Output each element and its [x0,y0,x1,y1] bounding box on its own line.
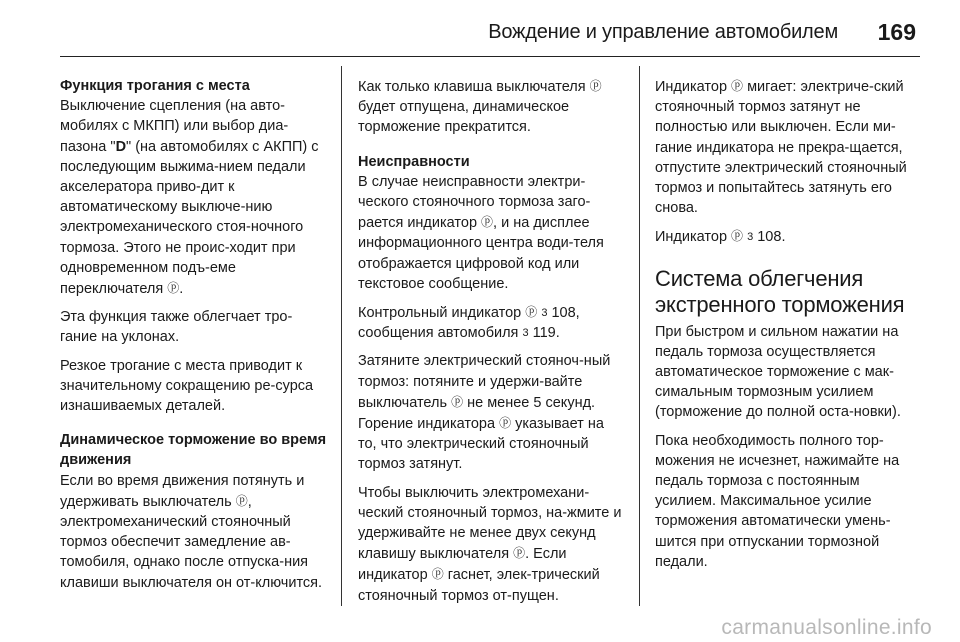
paragraph: Выключение сцепления (на авто-мобилях с МКПП) или выбор диа-пазона "D" (на автомобилях с АКПП) с последующим выжима-нием педали акселератора приво-дит к автоматическому выключе-нию электромеханического стоя-ночного тормоза. Этого не проис-ходит при одновременном подъ-еме переключателя ⓟ. [60,98,319,298]
parking-brake-icon: ⓟ [431,567,444,582]
paragraph: Затяните электрический стояноч-ный тормоз: потяните и удержи-вайте выключатель ⓟ не менее 5 секунд. Горение индикатора ⓟ указывает на то, что электрический стояночный тормоз затянут. [358,353,611,473]
paragraph: В случае неисправности электри-ческого стояночного тормоза заго-рается индикатор ⓟ, и на дисплее информационного центра води-теля отображается цифровой код или текстовое сообщение. [358,173,604,292]
warning-indicator-icon: ⓟ [481,215,494,230]
parking-brake-icon: ⓟ [731,229,744,244]
watermark: carmanualsonline.info [721,616,932,639]
paragraph: Если во время движения потянуть и удерживать выключатель ⓟ, электромеханический стояночный тормоз обеспечит замедление ав-томобиля, однако после отпуска-ния клавиши выключателя он от-ключится. [60,472,323,591]
paragraph: Чтобы выключить электромехани-ческий стояночный тормоз, на-жмите и удерживайте не менее двух секунд клавишу выключателя ⓟ. Если индикатор ⓟ гаснет, элек-трический стояночный тормоз от-пущен. [358,484,622,604]
paragraph: Как только клавиша выключателя ⓟ будет отпущена, динамическое торможение прекратится. [358,76,626,138]
parking-brake-icon: ⓟ [499,416,512,431]
paragraph: Контрольный индикатор ⓟ 3 108, сообщения автомобиля 3 119. [358,302,626,343]
section-title: Система облегчения экстренного торможения [655,265,905,317]
paragraph: Пока необходимость полного тор-можения не исчезнет, нажимайте на педаль тормоза с постоянным усилием. Максимальное усилие торможения автоматически умень-шится при отпускании тормозной педали. [655,432,900,570]
section-heading: Неисправности [358,153,470,170]
paragraph: Индикатор ⓟ мигает: электриче-ский стояночный тормоз затянут не полностью или выключен. Если ми-гание индикатора не прекра-щается, отпустите электрический стояночный тормоз и попытайтесь затянуть его снова. [655,76,923,218]
paragraph: Эта функция также облегчает тро-гание на уклонах. [60,309,293,346]
page-ref-arrow-icon: 3 [747,231,754,244]
parking-brake-icon: ⓟ [513,546,526,561]
column-2 [358,76,626,614]
header-title: Вождение и управление автомобилем [488,21,838,43]
page-ref-arrow-icon: 3 [541,307,548,320]
paragraph: Индикатор ⓟ 3 108. [655,226,923,247]
section-heading: Функция трогания с места [60,78,250,94]
paragraph: При быстром и сильном нажатии на педаль тормоза осуществляется автоматическое торможение с мак-симальным тормозным усилием (торможение до полной оста-новки). [655,323,901,421]
parking-brake-icon: ⓟ [451,394,464,409]
page-ref-arrow-icon: 3 [522,327,529,340]
parking-brake-icon: ⓟ [235,493,248,508]
page-number: 169 [877,19,916,45]
parking-brake-icon: ⓟ [167,281,180,296]
parking-brake-icon: ⓟ [589,79,602,93]
column-1 [60,76,328,601]
warning-indicator-icon: ⓟ [525,305,538,320]
page-header [60,18,920,57]
column-divider [639,66,640,606]
section-heading: Динамическое торможение во время движения [60,432,327,469]
column-3 [655,76,923,580]
parking-brake-icon: ⓟ [731,79,744,93]
column-divider [341,66,342,606]
paragraph: Резкое трогание с места приводит к значительному сокращению ре-сурса изнашиваемых деталей. [60,357,314,415]
